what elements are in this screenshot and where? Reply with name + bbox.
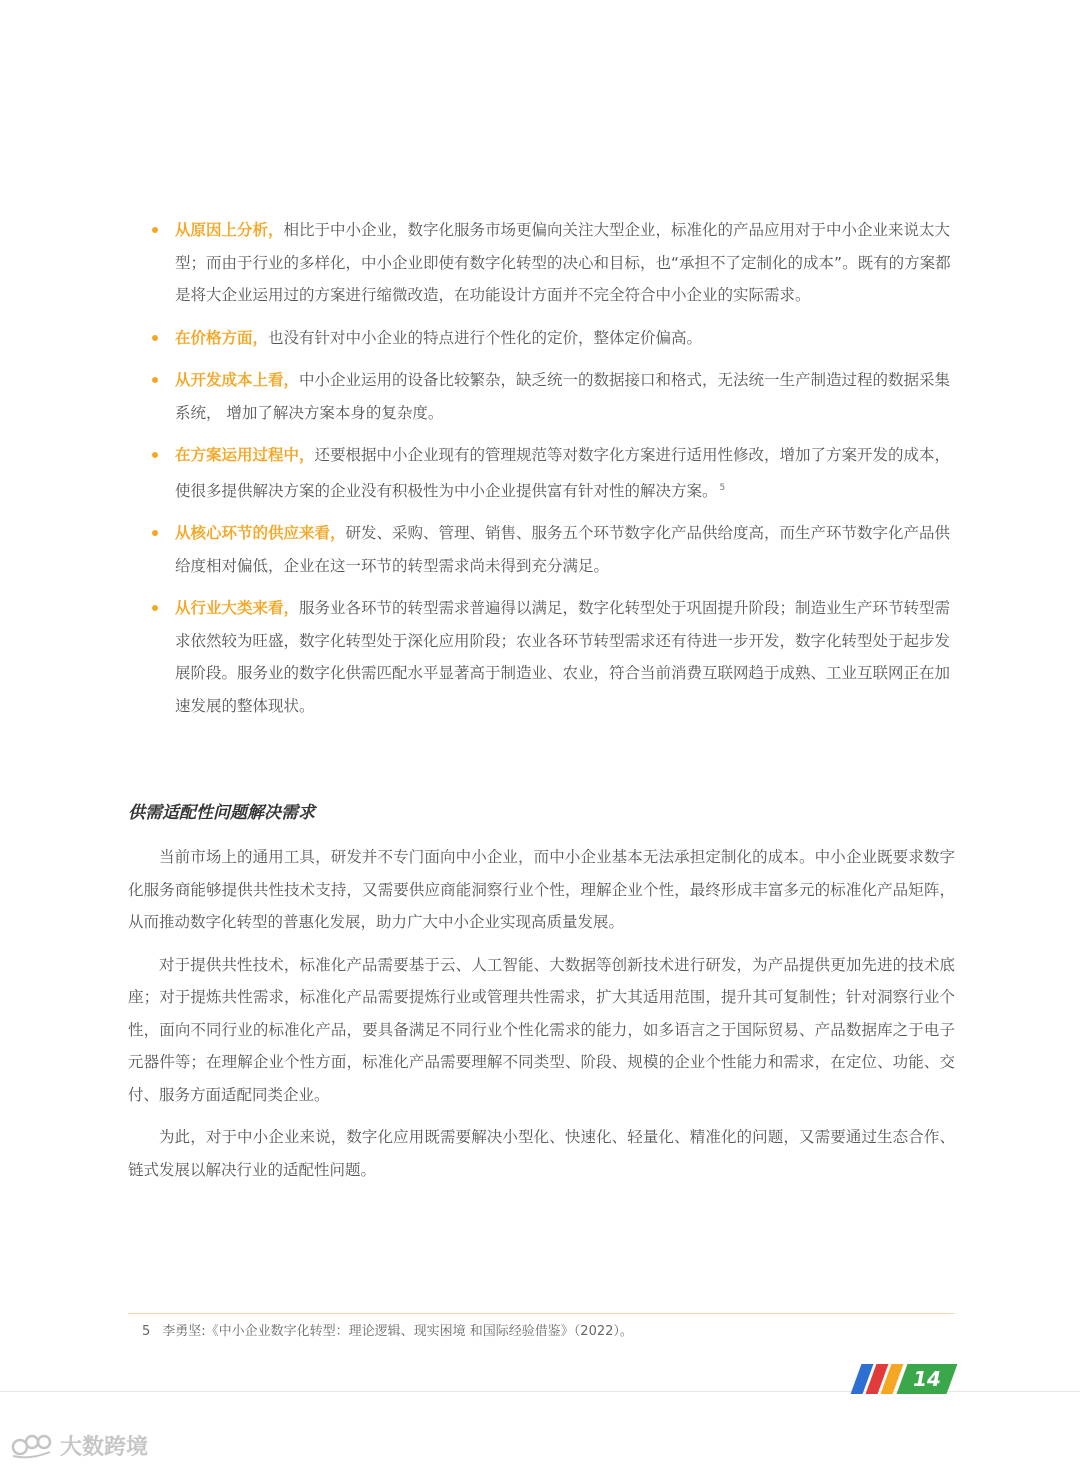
watermark: [10, 1428, 148, 1462]
bullet-lead: 在方案运用过程中，: [175, 446, 315, 464]
page-number: 14: [913, 1367, 941, 1391]
bullet-lead: 在价格方面，: [175, 328, 269, 347]
bullet-text: 也没有针对中小企业的特点进行个性化的定价，整体定价偏高。: [268, 328, 703, 347]
bullet-lead: 从开发成本上看，: [175, 371, 300, 389]
bullet-item: [150, 322, 955, 355]
paragraph: 对于提供共性技术，标准化产品需要基于云、人工智能、大数据等创新技术进行研发，为产品提供更加先进的技术底座；对于提炼共性需求，标准化产品需要提炼行业或管理共性需求，扩大其适用范围，提升其可复制性；针对洞察行业个性，面向不同行业的标准化产品，要具备满足不同行业个性化需求的能力，如多语言之于国际贸易、产品数据库之于电子元器件等；在理解企业个性方面，标准化产品需要理解不同类型、阶段、规模的企业个性能力和需求，在定位、功能、交付、服务方面适配同类企业。: [128, 955, 955, 1104]
bullet-item: [150, 592, 955, 722]
bullet-dot-icon: [152, 335, 158, 341]
bullet-dot-icon: [152, 377, 158, 383]
watermark-logo-icon: [10, 1430, 54, 1460]
bullet-dot-icon: [152, 530, 158, 536]
bullet-text: 中小企业运用的设备比较繁杂，缺乏统一的数据接口和格式，无法统一生产制造过程的数据采集系统， 增加了解决方案本身的复杂度。: [175, 371, 951, 422]
bullet-item: [150, 214, 955, 312]
paragraph: 为此，对于中小企业来说，数字化应用既需要解决小型化、快速化、轻量化、精准化的问题，又需要通过生态合作、链式发展以解决行业的适配性问题。: [128, 1128, 955, 1179]
footnote-text: 李勇坚:《中小企业数字化转型：理论逻辑、现实困境 和国际经验借鉴》（2022）。: [162, 1324, 633, 1339]
footnote-ref[interactable]: 5: [719, 482, 726, 493]
section-title: 供需适配性问题解决需求: [128, 803, 315, 823]
page-number-badge: [846, 1364, 952, 1394]
footnote-number: 5: [142, 1324, 151, 1339]
bullet-lead: 从原因上分析，: [175, 221, 284, 239]
bullet-lead: 从行业大类来看，: [175, 599, 300, 618]
bullet-text: 服务业各环节的转型需求普遍得以满足，数字化转型处于巩固提升阶段；制造业生产环节转型需求依然较为旺盛，数字化转型处于深化应用阶段；农业各环节转型需求还有待进一步开发，数字化转型处于起步发展阶段。服务业的数字化供需匹配水平显著高于制造业、农业，符合当前消费互联网趋于成熟、工业互联网正在加速发展的整体现状。: [175, 599, 951, 715]
watermark-text: 大数跨境: [60, 1434, 149, 1460]
bullet-dot-icon: [152, 605, 158, 611]
section-body: [128, 841, 955, 1196]
bullet-dot-icon: [152, 452, 158, 458]
paragraph: 当前市场上的通用工具，研发并不专门面向中小企业，而中小企业基本无法承担定制化的成本。中小企业既要求数字化服务商能够提供共性技术支持，又需要供应商能洞察行业个性，理解企业个性，最终形成丰富多元的标准化产品矩阵，从而推动数字化转型的普惠化发展，助力广大中小企业实现高质量发展。: [128, 848, 955, 931]
bullet-item: [150, 517, 955, 582]
footnote: [142, 1320, 633, 1339]
bullet-lead: 从核心环节的供应来看，: [175, 524, 346, 543]
bullet-text: 研发、采购、管理、销售、服务五个环节数字化产品供给度高，而生产环节数字化产品供给度相对偏低，企业在这一环节的转型需求尚未得到充分满足。: [175, 524, 951, 575]
bullet-text: 还要根据中小企业现有的管理规范等对数字化方案进行适用性修改，增加了方案开发的成本，使很多提供解决方案的企业没有积极性为中小企业提供富有针对性的解决方案。: [175, 446, 951, 500]
bullet-item: [150, 439, 955, 507]
bullet-list: [150, 214, 955, 732]
bullet-dot-icon: [152, 227, 158, 233]
bullet-text: 相比于中小企业，数字化服务市场更偏向关注大型企业，标准化的产品应用对于中小企业来说太大型；而由于行业的多样化，中小企业即使有数字化转型的决心和目标，也“承担不了定制化的成本”。既有的方案都是将大企业运用过的方案进行缩微改造，在功能设计方面并不完全符合中小企业的实际需求。: [175, 221, 951, 304]
bullet-item: [150, 364, 955, 429]
footnote-divider: [128, 1313, 955, 1314]
